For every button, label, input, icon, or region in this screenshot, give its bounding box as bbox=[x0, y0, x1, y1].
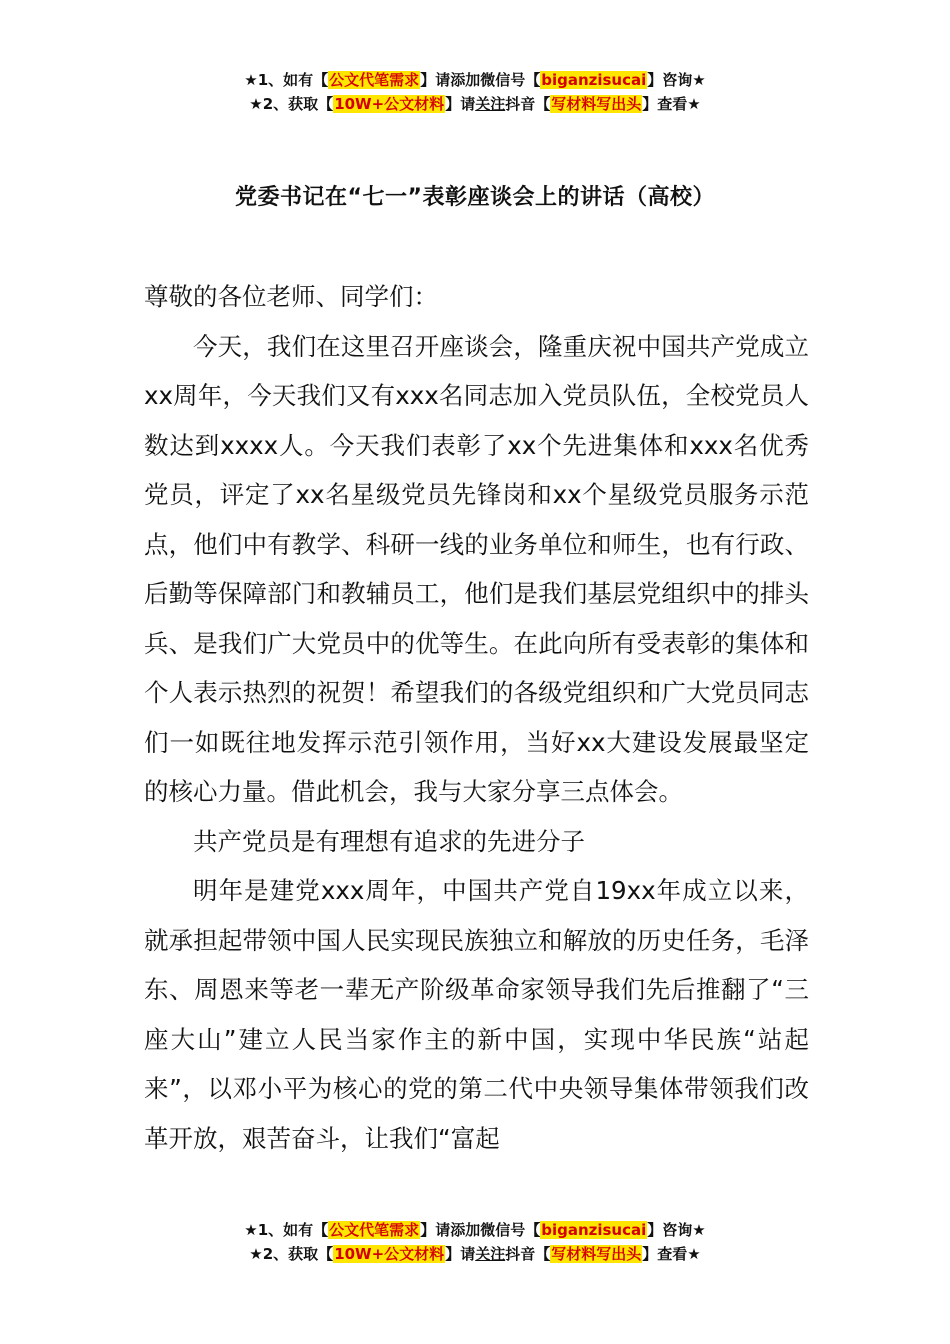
paragraph-2: 明年是建党xxx周年，中国共产党自19xx年成立以来，就承担起带领中国人民实现民族独立和解放的历史任务，毛泽东、周恩来等老一辈无产阶级革命家领导我们先后推翻了“三座大山”建立人民当家作主的新中国，实现中华民族“站起来”，以邓小平为核心的党的第二代中央领导集体带领我们改革开放，艰苦奋斗，让我们“富起 bbox=[144, 876, 809, 1153]
follow-underlined: 关注 bbox=[475, 1245, 506, 1263]
banner-line-2: ★2、获取【10W+公文材料】请关注抖音【写材料写出头】查看★ bbox=[249, 95, 701, 113]
follow-underlined: 关注 bbox=[475, 95, 506, 113]
highlight-service: 公文代笔需求 bbox=[329, 1221, 420, 1239]
greeting: 尊敬的各位老师、同学们： bbox=[144, 282, 438, 311]
banner-line-1: ★1、如有【公文代笔需求】请添加微信号【biganzisucai】咨询★ bbox=[244, 71, 706, 89]
section-heading-1: 共产党员是有理想有追求的先进分子 bbox=[193, 826, 585, 856]
banner-line-1: ★1、如有【公文代笔需求】请添加微信号【biganzisucai】咨询★ bbox=[244, 1221, 706, 1239]
highlight-wechat-id: biganzisucai bbox=[541, 71, 647, 89]
document-title: 党委书记在“七一”表彰座谈会上的讲话（高校） bbox=[235, 185, 715, 210]
top-banner bbox=[0, 68, 950, 116]
highlight-materials: 10W+公文材料 bbox=[334, 1245, 445, 1263]
paragraph-1: 今天，我们在这里召开座谈会，隆重庆祝中国共产党成立xx周年，今天我们又有xxx名同志加入党员队伍，全校党员人数达到xxxx人。今天我们表彰了xx个先进集体和xxx名优秀党员，评定了xx名星级党员先锋岗和xx个星级党员服务示范点，他们中有教学、科研一线的业务单位和师生，也有行政、后勤等保障部门和教辅员工，他们是我们基层党组织中的排头兵、是我们广大党员中的优等生。在此向所有受表彰的集体和个人表示热烈的祝贺！希望我们的各级党组织和广大党员同志们一如既往地发挥示范引领作用，当好xx大建设发展最坚定的核心力量。借此机会，我与大家分享三点体会。 bbox=[144, 331, 809, 806]
highlight-douyin: 写材料写出头 bbox=[551, 1245, 642, 1263]
highlight-douyin: 写材料写出头 bbox=[551, 95, 642, 113]
document-body bbox=[144, 272, 809, 1163]
highlight-service: 公文代笔需求 bbox=[329, 71, 420, 89]
banner-line-2: ★2、获取【10W+公文材料】请关注抖音【写材料写出头】查看★ bbox=[249, 1245, 701, 1263]
highlight-materials: 10W+公文材料 bbox=[334, 95, 445, 113]
highlight-wechat-id: biganzisucai bbox=[541, 1221, 647, 1239]
bottom-banner bbox=[0, 1218, 950, 1266]
